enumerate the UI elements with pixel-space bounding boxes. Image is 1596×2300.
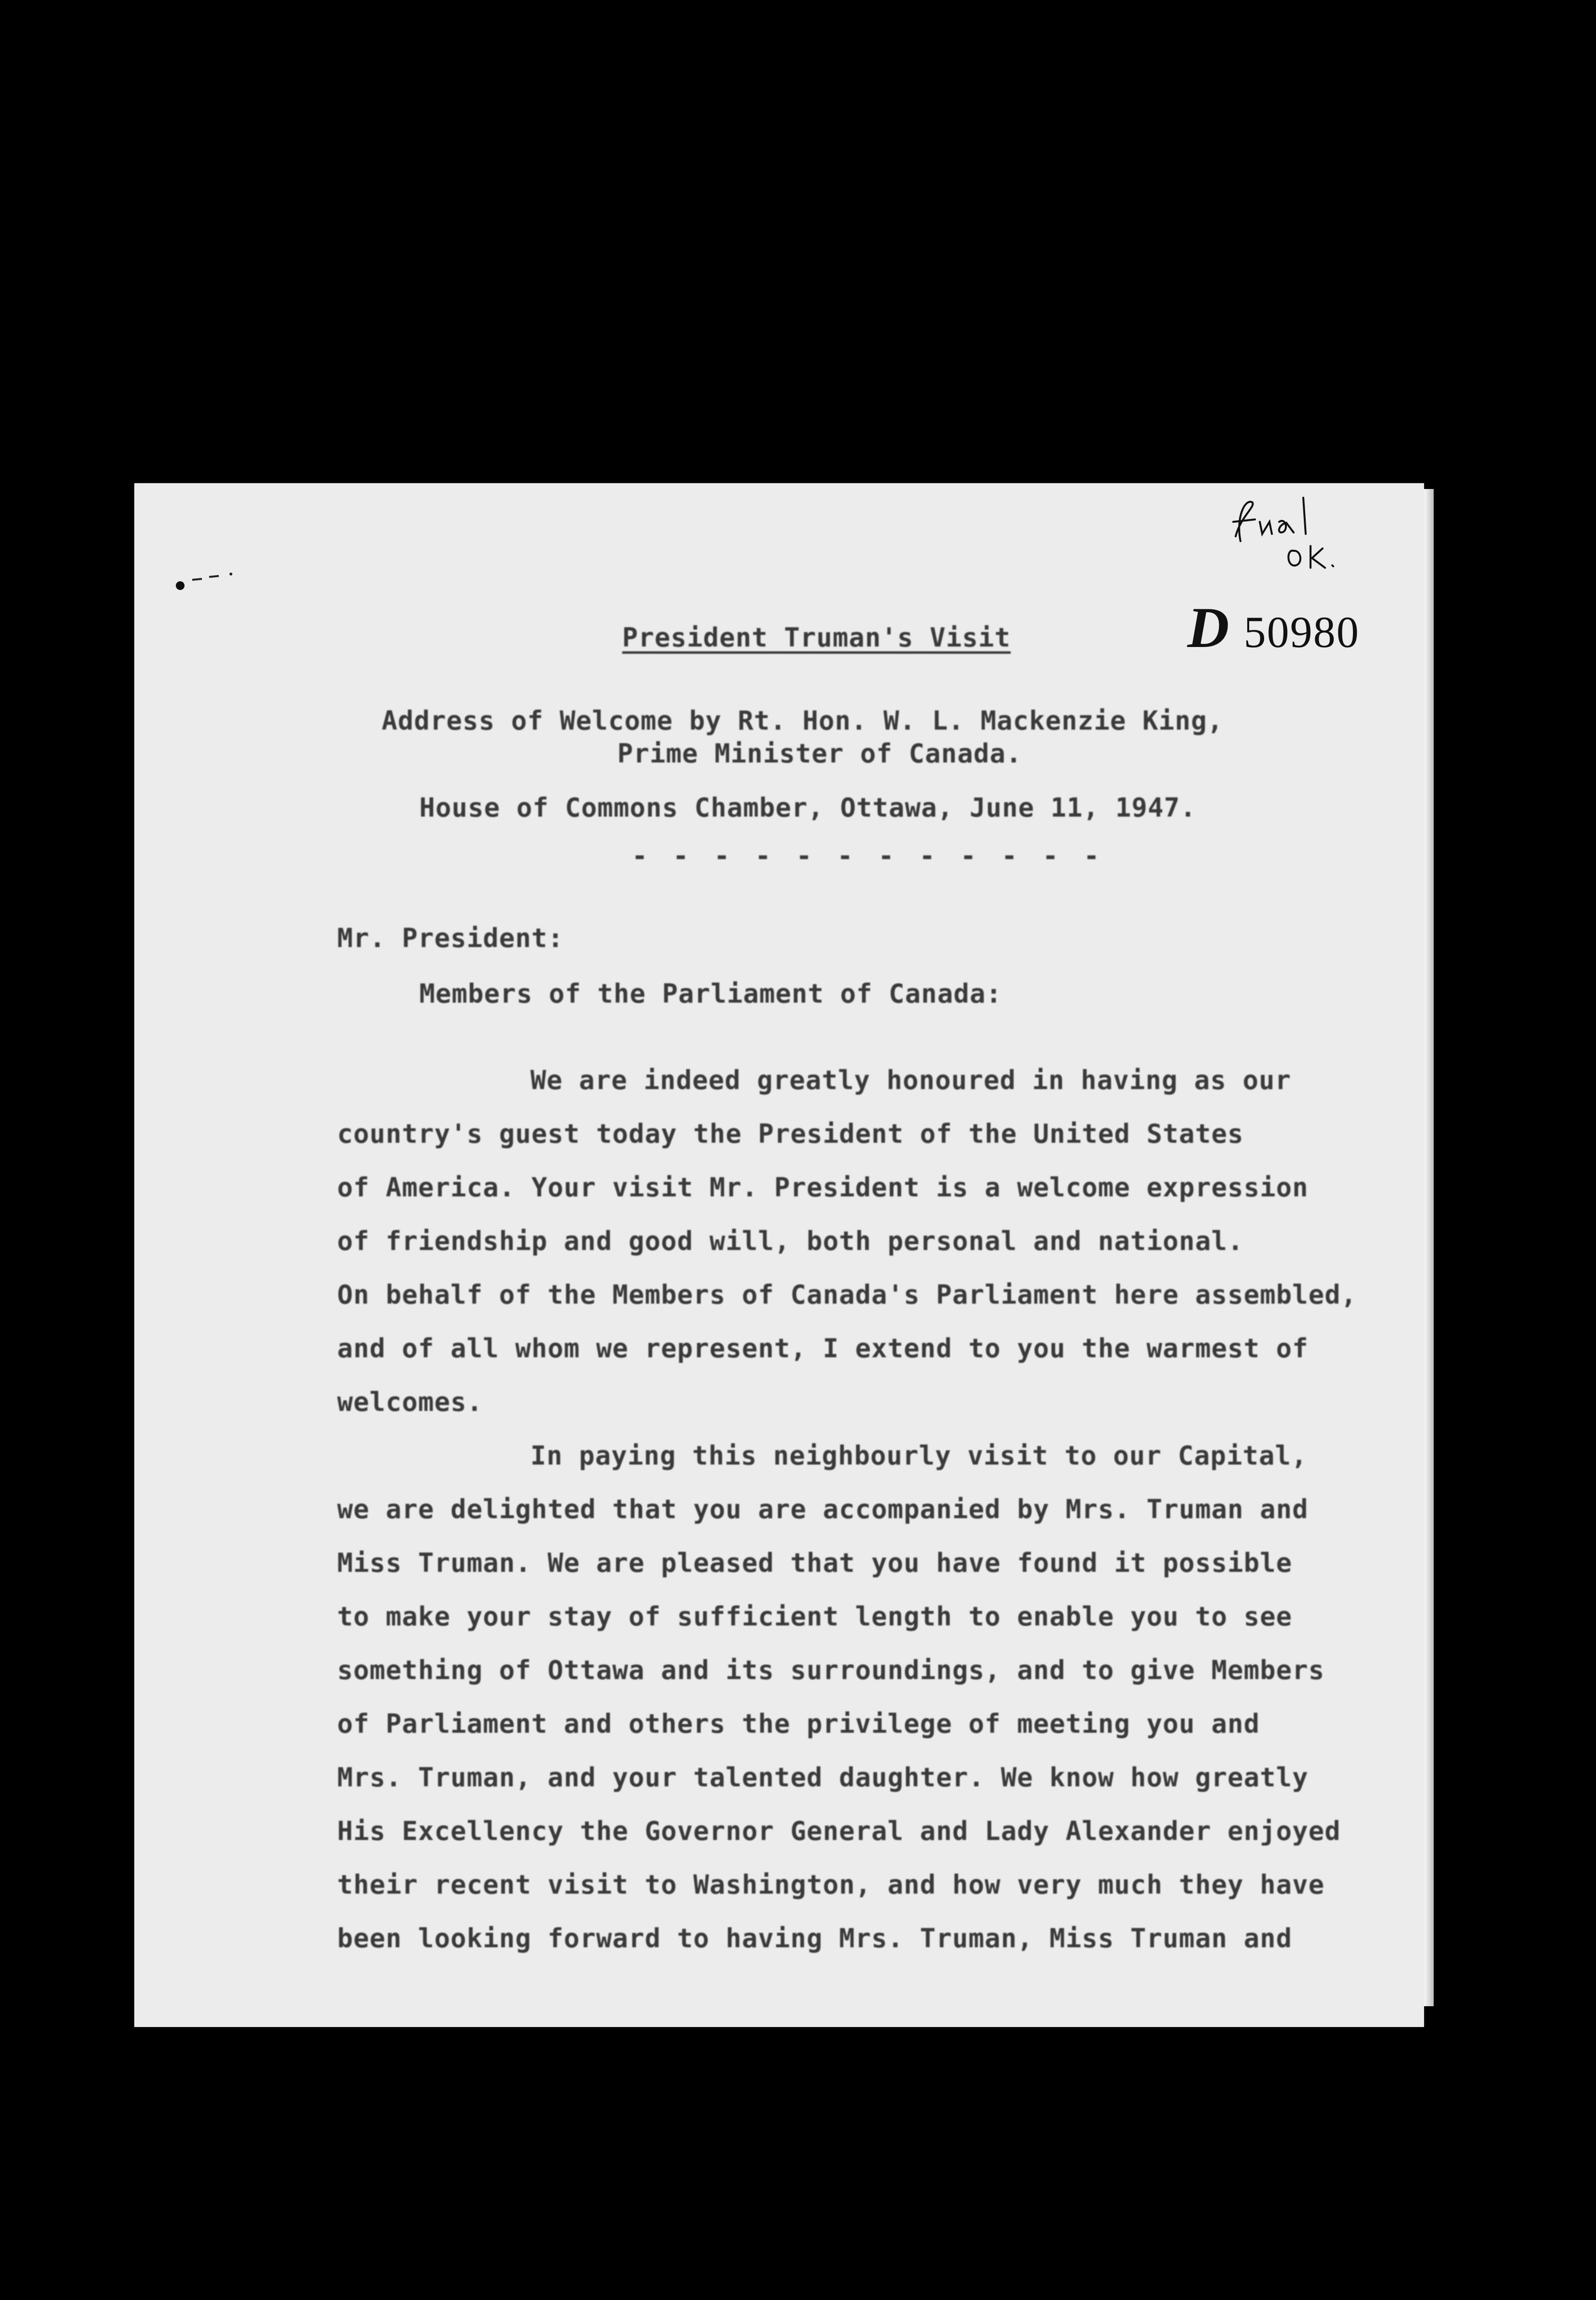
body-line: we are delighted that you are accompanied by Mrs. Truman and xyxy=(337,1494,1309,1524)
subtitle-line-3: House of Commons Chamber, Ottawa, June 11, 1947. xyxy=(419,792,1197,823)
body-line: Mrs. Truman, and your talented daughter. We know how greatly xyxy=(337,1762,1309,1793)
body-line: of Parliament and others the privilege of meeting you and xyxy=(337,1709,1260,1739)
body-line: of friendship and good will, both personal and national. xyxy=(337,1226,1244,1256)
document-number xyxy=(1187,594,1360,661)
separator-line: - - - - - - - - - - - - xyxy=(632,841,1104,871)
subtitle-line-1: Address of Welcome by Rt. Hon. W. L. Mackenzie King, xyxy=(382,705,1224,736)
body-line: and of all whom we represent, I extend to you the warmest of xyxy=(337,1333,1309,1364)
body-line: something of Ottawa and its surroundings, and to give Members xyxy=(337,1655,1325,1685)
margin-mark-icon xyxy=(173,565,245,594)
handwritten-note-final-ok xyxy=(1226,488,1342,575)
body-line: Miss Truman. We are pleased that you have found it possible xyxy=(337,1548,1293,1578)
body-line: In paying this neighbourly visit to our Capital, xyxy=(530,1440,1308,1471)
salutation-line-1: Mr. President: xyxy=(337,923,564,953)
salutation-line-2: Members of the Parliament of Canada: xyxy=(419,978,1002,1009)
body-line: country's guest today the President of the United States xyxy=(337,1119,1244,1149)
body-line: to make your stay of sufficient length to enable you to see xyxy=(337,1601,1293,1632)
body-text xyxy=(337,1053,1357,1965)
body-line: His Excellency the Governor General and Lady Alexander enjoyed xyxy=(337,1816,1341,1846)
document-title: President Truman's Visit xyxy=(622,622,1011,653)
body-line: their recent visit to Washington, and how very much they have xyxy=(337,1869,1325,1900)
body-line: of America. Your visit Mr. President is a welcome expression xyxy=(337,1172,1309,1203)
document-page xyxy=(134,483,1424,2027)
body-line: On behalf of the Members of Canada's Parliament here assembled, xyxy=(337,1279,1357,1310)
body-line: been looking forward to having Mrs. Truman, Miss Truman and xyxy=(337,1923,1293,1954)
body-line: welcomes. xyxy=(337,1387,483,1417)
subtitle-line-2: Prime Minister of Canada. xyxy=(617,738,1022,769)
body-line: We are indeed greatly honoured in having as our xyxy=(530,1065,1292,1095)
document-number-prefix: D xyxy=(1187,595,1229,660)
document-number-value: 50980 xyxy=(1243,607,1360,657)
